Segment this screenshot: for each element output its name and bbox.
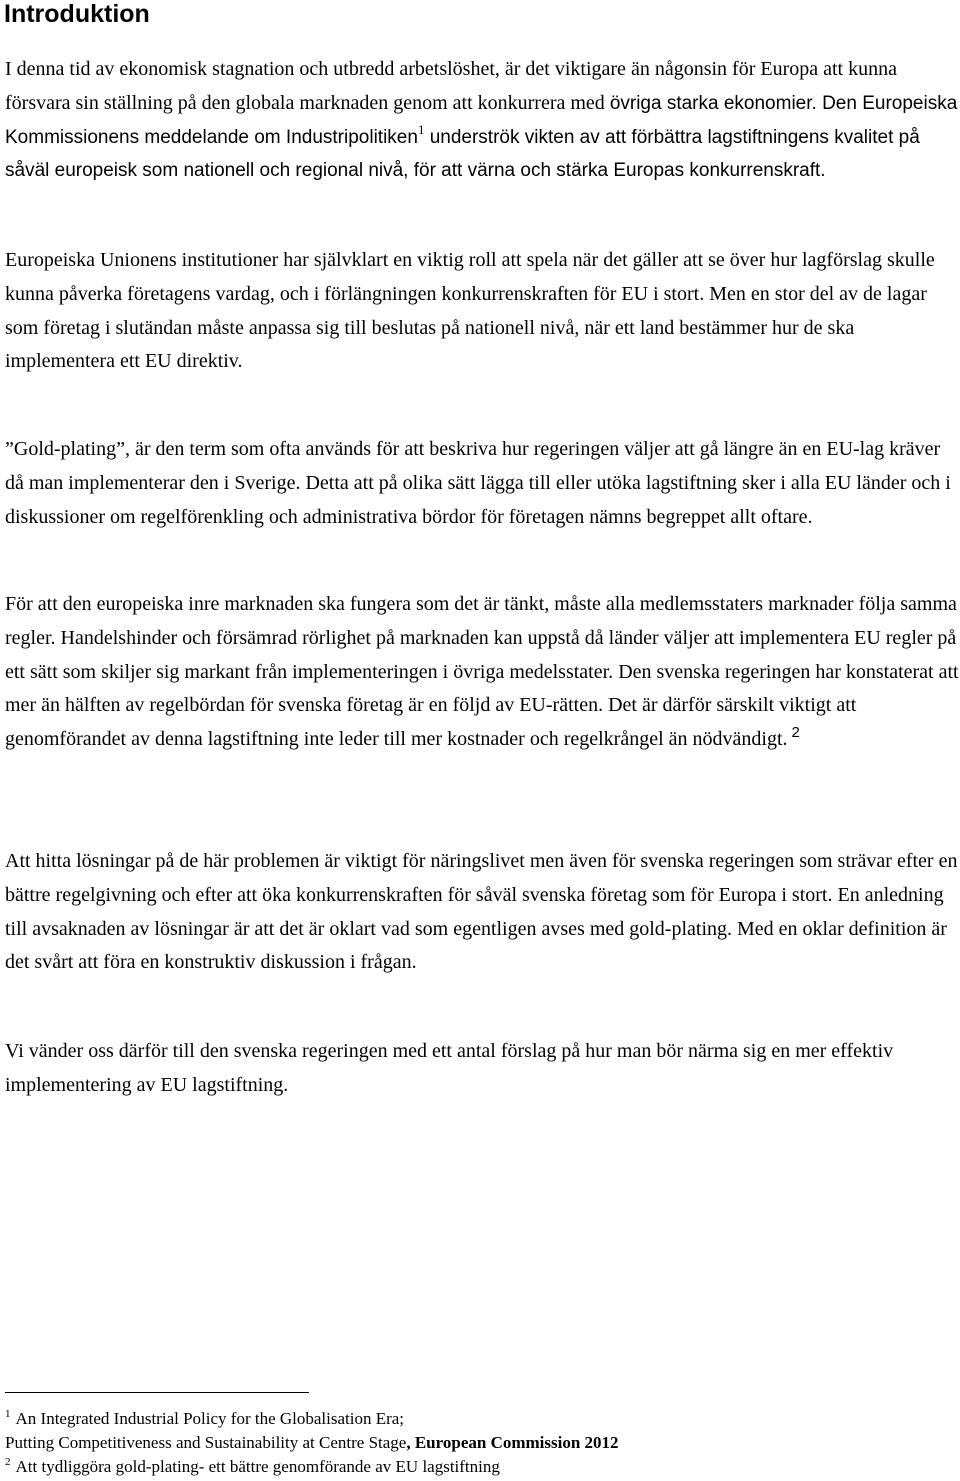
footnote-1-mark: 1 (5, 1408, 11, 1420)
footnote-2-mark: 2 (5, 1456, 11, 1468)
paragraph-6: Vi vänder oss därför till den svenska regeringen med ett antal förslag på hur man bör närma sig en mer effektiv implementering av EU lagstiftning. (5, 1040, 894, 1096)
paragraph-1-text-a: I denna tid av ekonomisk stagnation och utbredd arbetslöshet, är det viktigare än någonsin för Europa att kunna försvara sin ställning på den globala marknaden genom att konkurrera med (5, 58, 897, 114)
paragraph-4-text-d: Det är därför särskilt viktigt att genomförandet av denna lagstiftning inte leder till mer kostnader och regelkrångel än nödvändigt. (5, 694, 857, 751)
footnote-2 (5, 1455, 955, 1479)
paragraph-2 (5, 244, 959, 379)
paragraph-3 (5, 433, 959, 534)
footnote-ref-1[interactable]: 1 (417, 121, 425, 137)
paragraph-1 (5, 53, 959, 188)
paragraph-1-text-b: övriga starka ekonomier. Den Europeiska Kommissionens meddelande om Industripolitiken (5, 92, 958, 148)
footnote-1-line-1: An Integrated Industrial Policy for the Globalisation Era; (15, 1409, 405, 1428)
footnote-1-publisher: , European Commission 2012 (406, 1433, 619, 1452)
footnote-1 (5, 1407, 955, 1455)
paragraph-2-text-a: Europeiska Unionens institutioner har självklart en viktig roll att spela när det gäller att se över hur lagförslag skulle kunna påverka företagens vardag, och i förlängningen konkurrenskraften för EU i stort. (5, 249, 935, 305)
paragraph-1-text-c: underströk vikten av att förbättra lagstiftningens kvalitet på såväl europeisk som nationell och regional nivå, för att värna och stärka Europas konkurrenskraft. (5, 126, 920, 182)
page-title: Introduktion (4, 0, 150, 28)
paragraph-4 (5, 588, 959, 757)
paragraph-4-text-c: Den svenska regeringen har konstaterat att mer än hälften av regelbördan för svenska företag är en följd av EU-rätten. (5, 660, 959, 717)
paragraph-5-text-c: Med en oklar definition är det svårt att föra en konstruktiv diskussion i frågan. (5, 917, 947, 974)
paragraph-5-text-b: En anledning till avsaknaden av lösningar är att det är oklart vad som egentligen avses med gold-plating. (5, 883, 944, 940)
footnote-1-line-2: Putting Competitiveness and Sustainability at Centre Stage (5, 1433, 407, 1452)
footnote-2-text: Att tydliggöra gold-plating- ett bättre genomförande av EU lagstiftning (15, 1457, 500, 1476)
paragraph-3-text-a: ”Gold-plating”, är den term som ofta används för att beskriva hur regeringen väljer att gå längre än en EU-lag kräver då man implementerar den i Sverige. (5, 438, 941, 494)
paragraph-4-text-b: Handelshinder och försämrad rörlighet på marknaden kan uppstå då länder väljer att implementera EU regler på ett sätt som skiljer sig markant från implementeringen i övriga medelsstater. (5, 626, 957, 683)
footnote-separator (5, 1392, 309, 1393)
footnote-ref-2[interactable]: 2 (791, 724, 800, 742)
paragraph-4-text-a: För att den europeiska inre marknaden ska fungera som det är tänkt, måste alla medlemsstaters marknader följa samma regler. (5, 593, 957, 649)
paragraph-2-text-b: Men en stor del av de lagar som företag i slutändan måste anpassa sig till beslutas på nationell nivå, när ett land bestämmer hur de ska implementera ett EU direktiv. (5, 282, 927, 373)
paragraph-5-text-a: Att hitta lösningar på de här problemen är viktigt för näringslivet men även för svenska regeringen som strävar efter en bättre regelgivning och efter att öka konkurrenskraften för såväl svenska företag som för Europa i stort. (5, 850, 958, 906)
paragraph-3-text-b: Detta att på olika sätt lägga till eller utöka lagstiftning sker i alla EU länder och i diskussioner om regelförenkling och administrativa bördor för företagen nämns begreppet allt oftare. (5, 471, 951, 528)
paragraph-5 (5, 845, 959, 980)
